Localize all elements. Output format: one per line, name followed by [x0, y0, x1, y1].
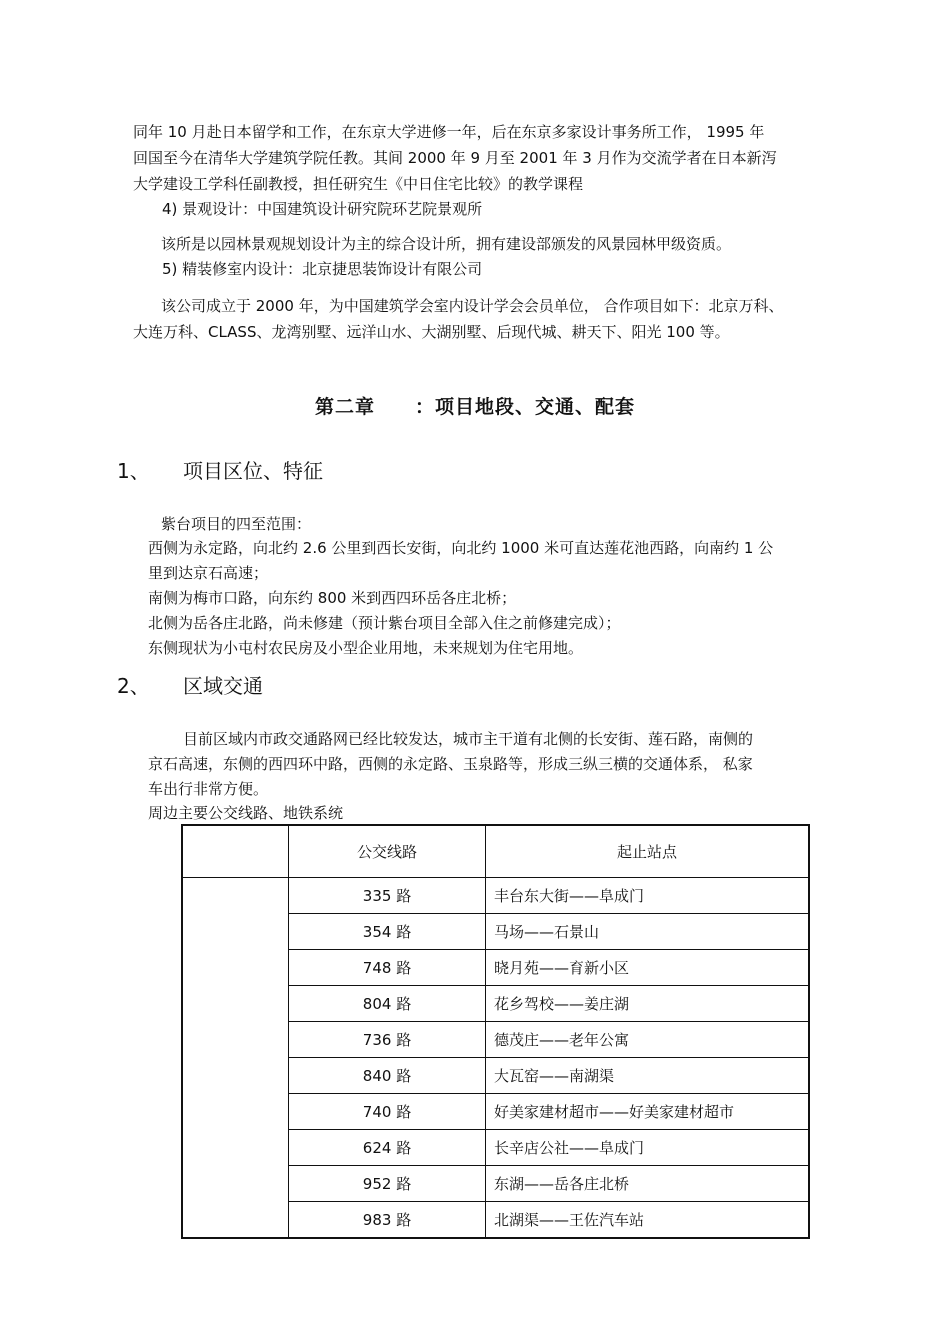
section-number: 1、 — [117, 459, 150, 483]
table-header-cell: 起止站点 — [486, 825, 810, 878]
bus-stops-cell: 东湖——岳各庄北桥 — [486, 1166, 810, 1202]
intro-line: 大学建设工学科任副教授，担任研究生《中日住宅比较》的教学课程 — [133, 175, 584, 193]
chapter-subtitle: ：项目地段、交通、配套 — [415, 396, 636, 418]
bus-stops-cell: 北湖渠——王佐汽车站 — [486, 1202, 810, 1239]
item-4-description: 该所是以园林景观规划设计为主的综合设计所，拥有建设部颁发的风景园林甲级资质。 — [161, 235, 732, 253]
paragraph: 北侧为岳各庄北路，尚未修建（预计紫台项目全部入住之前修建完成）； — [148, 614, 621, 632]
intro-line: 同年 10 月赴日本留学和工作，在东京大学进修一年，后在东京多家设计事务所工作， 1995 年 — [133, 123, 765, 141]
section-heading — [117, 672, 263, 700]
bus-line-cell: 840 路 — [289, 1058, 486, 1094]
bus-stops-cell: 长辛店公社——阜成门 — [486, 1130, 810, 1166]
paragraph: 东侧现状为小屯村农民房及小型企业用地，未来规划为住宅用地。 — [148, 639, 584, 657]
bus-line-cell: 804 路 — [289, 986, 486, 1022]
bus-line-cell: 740 路 — [289, 1094, 486, 1130]
bus-line-cell: 354 路 — [289, 914, 486, 950]
paragraph: 西侧为永定路，向北约 2.6 公里到西长安街，向北约 1000 米可直达莲花池西路，向南约 1 公 — [148, 539, 774, 557]
list-item-4: 4) 景观设计：中国建筑设计研究院环艺院景观所 — [162, 200, 483, 218]
bus-stops-cell: 大瓦窑——南湖渠 — [486, 1058, 810, 1094]
bus-line-cell: 736 路 — [289, 1022, 486, 1058]
table-header-cell — [182, 825, 289, 878]
paragraph: 里到达京石高速； — [148, 564, 269, 582]
paragraph: 车出行非常方便。 — [148, 780, 269, 798]
bus-line-cell: 952 路 — [289, 1166, 486, 1202]
bus-stops-cell: 花乡驾校——姜庄湖 — [486, 986, 810, 1022]
bus-stops-cell: 晓月苑——育新小区 — [486, 950, 810, 986]
bus-stops-cell: 好美家建材超市——好美家建材超市 — [486, 1094, 810, 1130]
item-5-description: 大连万科、CLASS、龙湾别墅、远洋山水、大湖别墅、后现代城、耕天下、阳光 100 等。 — [133, 323, 730, 341]
paragraph: 京石高速，东侧的西四环中路，西侧的永定路、玉泉路等，形成三纵三横的交通体系， 私家 — [148, 755, 753, 773]
bus-stops-cell: 马场——石景山 — [486, 914, 810, 950]
paragraph: 紫台项目的四至范围： — [161, 515, 312, 533]
table-header-cell: 公交线路 — [289, 825, 486, 878]
paragraph: 南侧为梅市口路，向东约 800 米到西四环岳各庄北桥； — [148, 589, 517, 607]
bus-line-cell: 748 路 — [289, 950, 486, 986]
item-5-description: 该公司成立于 2000 年，为中国建筑学会室内设计学会会员单位， 合作项目如下：北京万科、 — [161, 297, 784, 315]
bus-line-cell: 335 路 — [289, 878, 486, 914]
chapter-title — [0, 392, 950, 419]
bus-stops-cell: 丰台东大街——阜成门 — [486, 878, 810, 914]
intro-line: 回国至今在清华大学建筑学院任教。其间 2000 年 9 月至 2001 年 3 月作为交流学者在日本新泻 — [133, 149, 777, 167]
section-title: 区域交通 — [183, 674, 263, 698]
bus-lines-table — [181, 824, 810, 1239]
table-header-row — [182, 825, 809, 878]
list-item-5: 5) 精装修室内设计：北京捷思装饰设计有限公司 — [162, 260, 483, 278]
table-row — [182, 878, 809, 914]
table-caption: 周边主要公交线路、地铁系统 — [148, 804, 344, 822]
section-number: 2、 — [117, 674, 150, 698]
bus-stops-cell: 德茂庄——老年公寓 — [486, 1022, 810, 1058]
table-group-cell — [182, 878, 289, 1239]
paragraph: 目前区域内市政交通路网已经比较发达，城市主干道有北侧的长安街、莲石路，南侧的 — [183, 730, 754, 748]
bus-line-cell: 624 路 — [289, 1130, 486, 1166]
chapter-number: 第二章 — [314, 396, 375, 418]
bus-line-cell: 983 路 — [289, 1202, 486, 1239]
section-title: 项目区位、特征 — [183, 459, 323, 483]
section-heading — [117, 457, 323, 485]
